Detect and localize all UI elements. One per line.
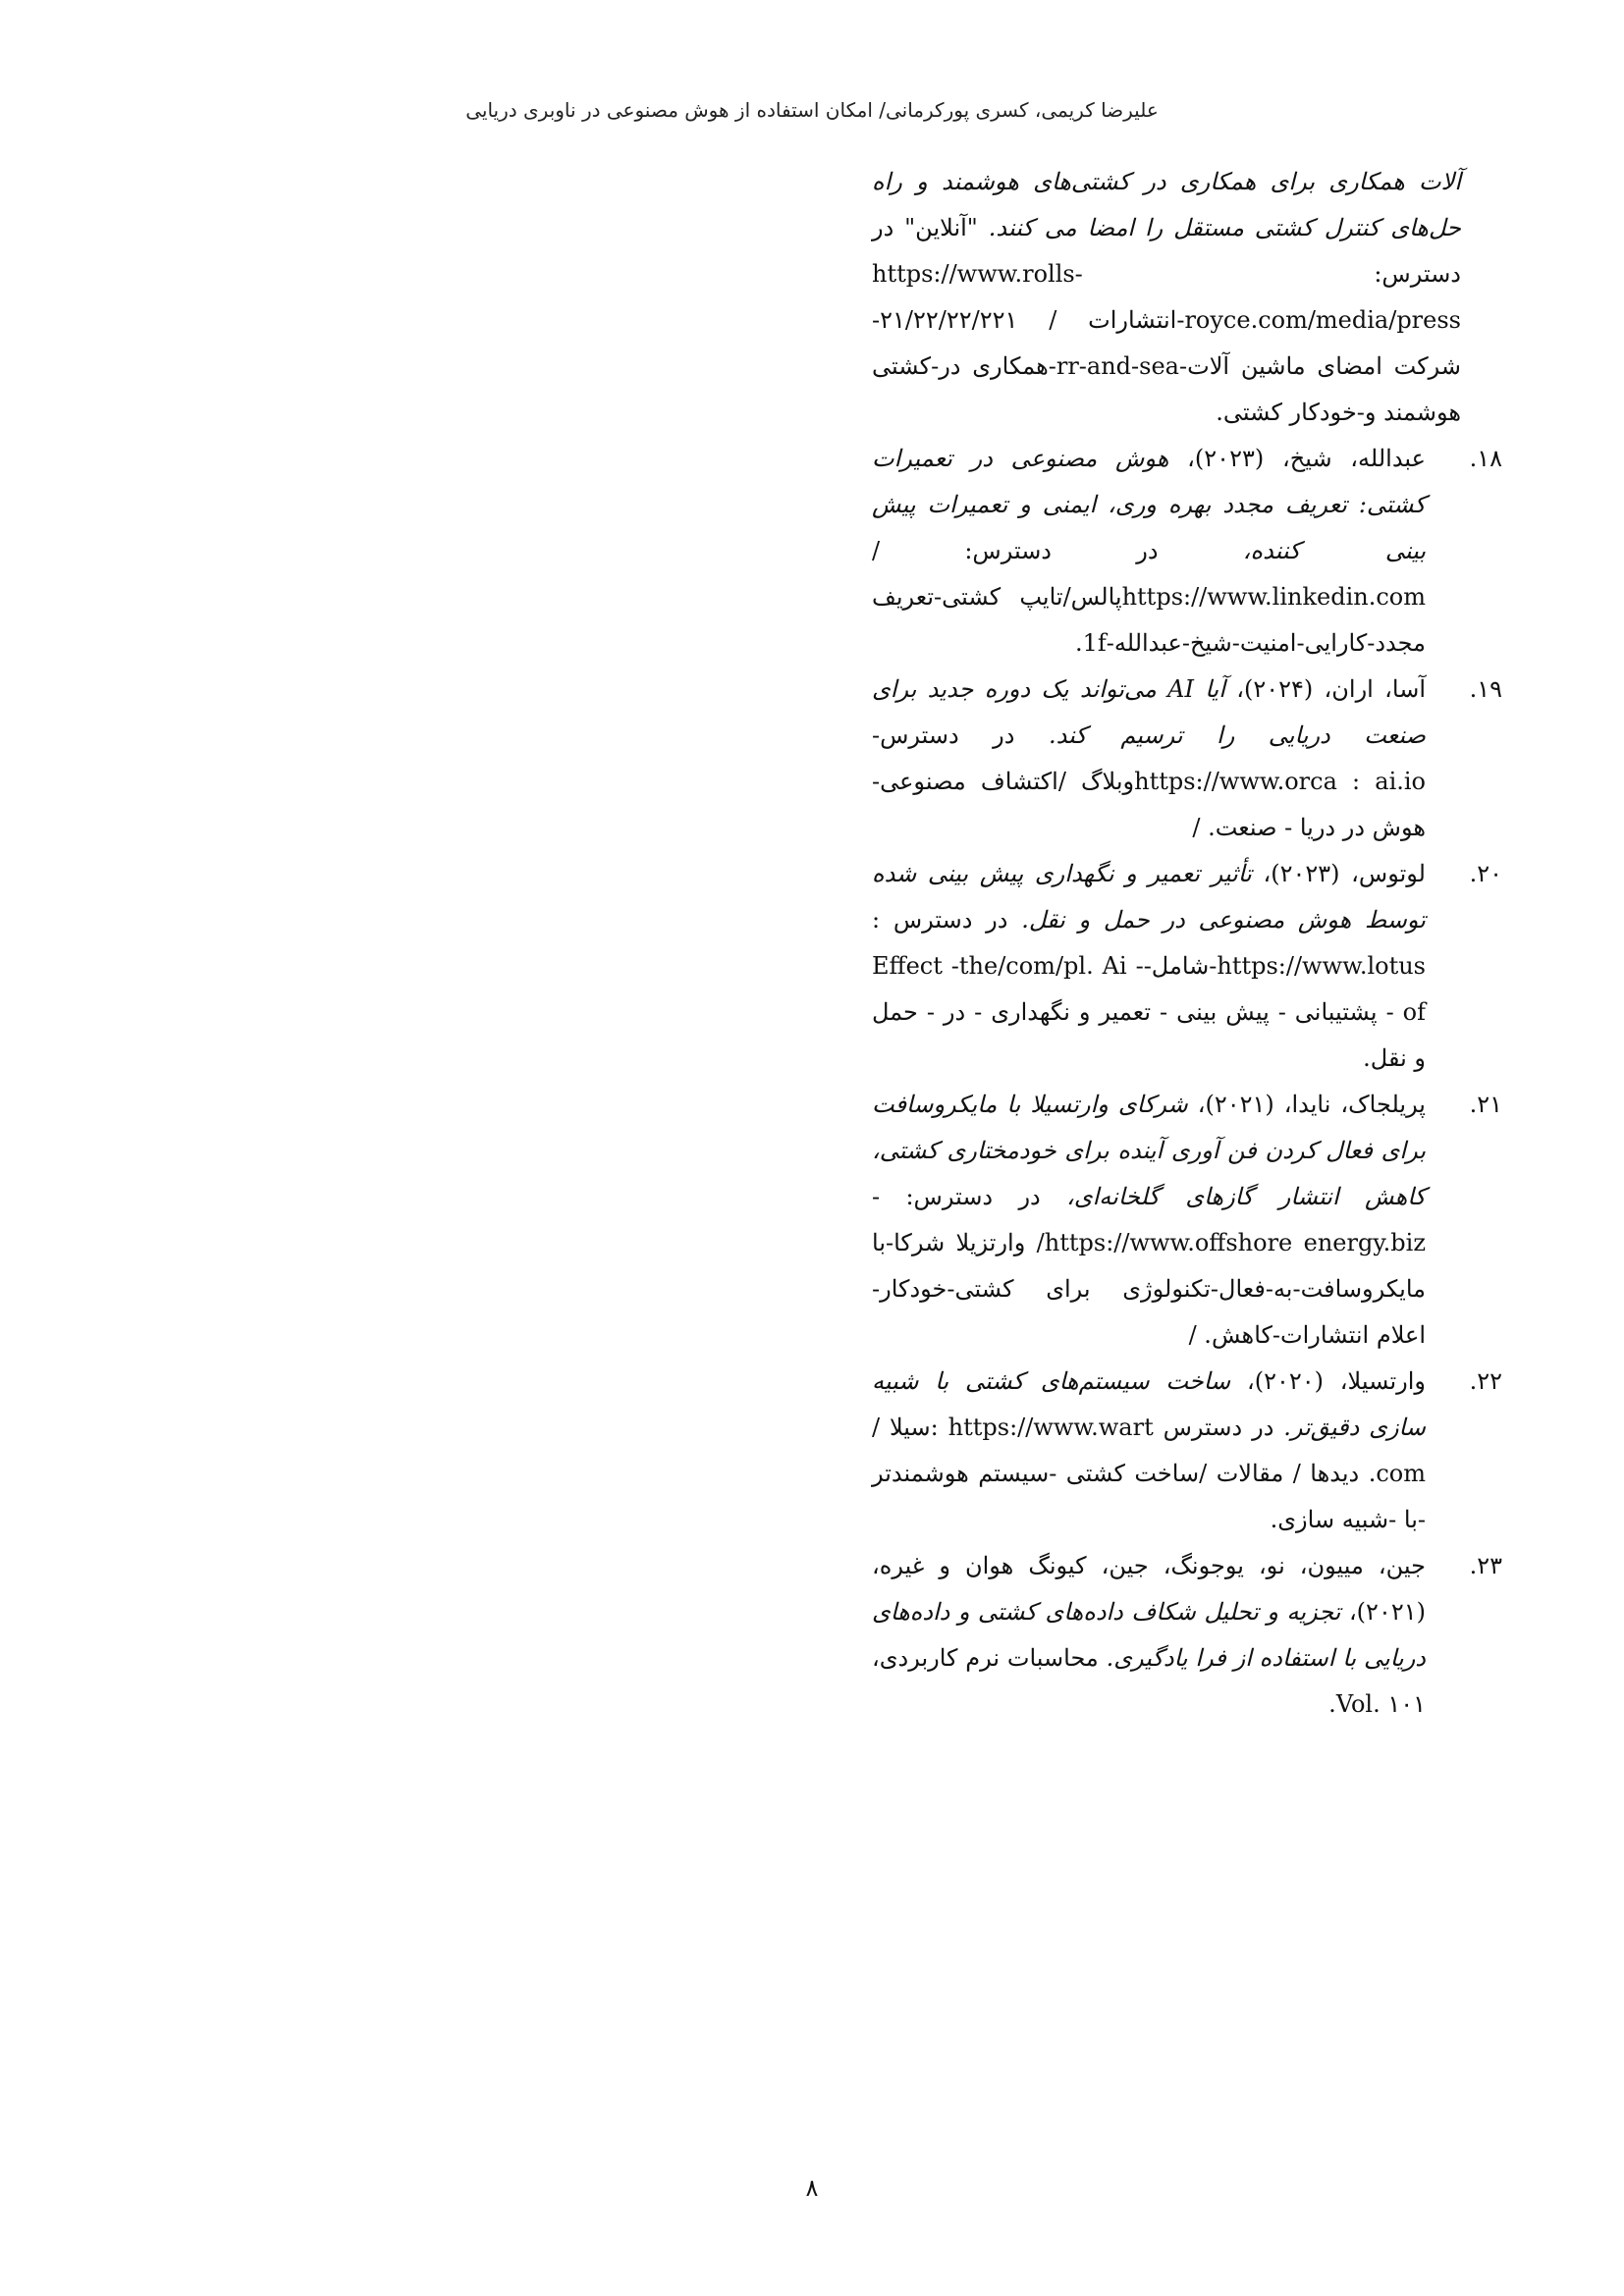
reference-item-22 (872, 1359, 1502, 1543)
reference-title: شرکای وارتسیلا با مایکروسافت برای فعال کردن فن آوری آینده برای خودمختاری کشتی، کاهش انتشار گازهای گلخانه‌ای، (872, 1091, 1426, 1210)
reference-title: ساخت سیستم‌های کشتی با شبیه سازی دقیق‌تر. (872, 1367, 1426, 1441)
reference-authors: عبدالله، شیخ، (۲۰۲۳)، (1187, 445, 1426, 472)
reference-authors: لوتوس، (۲۰۲۳)، (1263, 860, 1426, 887)
reference-authors: جین، مییون، نو، یوجونگ، جین، کیونگ هوان و غیره، (۲۰۲۱)، (872, 1552, 1426, 1626)
reference-number: ۱۹. (1469, 675, 1502, 703)
reference-number: ۱۸. (1469, 445, 1502, 472)
reference-source: محاسبات نرم کاربردی، Vol. ۱۰۱. (872, 1644, 1426, 1718)
reference-source: در دسترس-https://www.orca : ai.ioوبلاگ /اکتشاف مصنوعی- هوش در دریا - صنعت. / (872, 721, 1426, 841)
page-number: ۸ (805, 2174, 819, 2202)
reference-title: تجزیه و تحلیل شکاف داده‌های کشتی و داده‌های دریایی با استفاده از فرا یادگیری. (872, 1598, 1426, 1672)
reference-item-20 (872, 851, 1502, 1082)
references-column (872, 159, 1502, 1728)
reference-item-21 (872, 1082, 1502, 1359)
reference-source: در دسترس: / https://www.linkedin.comپالس/تایپ کشتی-تعریف مجدد-کارایی-امنیت-شیخ-عبدالله-1f. (872, 537, 1426, 657)
reference-title: تأثیر تعمیر و نگهداری پیش بینی شده توسط هوش مصنوعی در حمل و نقل. (872, 860, 1426, 934)
reference-title: آیا AI می‌تواند یک دوره جدید برای صنعت دریایی را ترسیم کند. (872, 675, 1426, 749)
reference-item-17-continuation (872, 159, 1461, 436)
running-header: علیرضا کریمی، کسری پورکرمانی/ امکان استفاده از هوش مصنوعی در ناوبری دریایی (465, 98, 1159, 122)
reference-title: آلات همکاری برای همکاری در کشتی‌های هوشمند و راه حل‌های کنترل کشتی مستقل را امضا می کنند. (872, 168, 1461, 241)
reference-source: در دسترس: -https://www.offshore energy.biz/ وارتزیلا شرکا-با مایکروسافت-به-فعال-تکنولوژی برای کشتی-خودکار-اعلام انتشارات-کاهش. / (872, 1183, 1426, 1349)
reference-item-18 (872, 436, 1502, 667)
reference-item-19 (872, 667, 1502, 851)
reference-title: هوش مصنوعی در تعمیرات کشتی: تعریف مجدد بهره وری، ایمنی و تعمیرات پیش بینی کننده، (872, 445, 1426, 564)
reference-authors: آسا، اران، (۲۰۲۴)، (1236, 675, 1426, 703)
reference-number: ۲۳. (1469, 1552, 1502, 1579)
reference-source: در دسترس https://www.wart :سیلا / com. دیدها / مقالات /ساخت کشتی -سیستم هوشمندتر -با -شبیه سازی. (872, 1414, 1426, 1533)
reference-number: ۲۰. (1469, 860, 1502, 887)
reference-item-23 (872, 1543, 1502, 1728)
reference-authors: پریلجاک، نایدا، (۲۰۲۱)، (1197, 1091, 1426, 1118)
reference-number: ۲۱. (1469, 1091, 1502, 1118)
reference-source: در دسترس : https://www.lotus-شامل-Effect -the/com/pl. Ai - of - پشتیبانی - پیش بینی - تعمیر و نگهداری - در - حمل و نقل. (872, 906, 1426, 1072)
reference-authors: وارتسیلا، (۲۰۲۰)، (1246, 1367, 1427, 1395)
reference-number: ۲۲. (1469, 1367, 1502, 1395)
reference-source: "آنلاین" در دسترس: https://www.rolls-royce.com/media/press-انتشارات / ۲۱/۲۲/۲۲/۲۲۱-شرکت امضای ماشین آلات-rr-and-sea-همکاری در-کشتی هوشمند و-خودکار کشتی. (872, 214, 1461, 426)
